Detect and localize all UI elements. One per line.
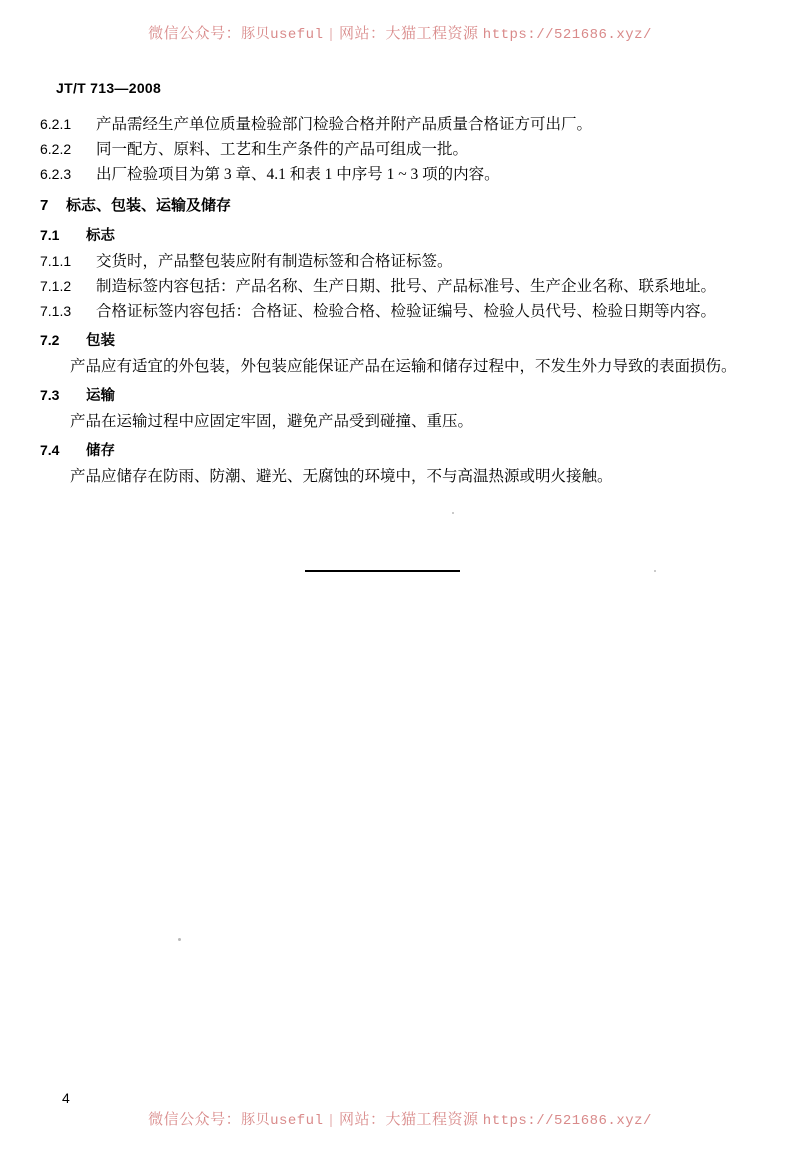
clause-7-1-3 [40,299,760,324]
clause-6-2-1 [40,112,760,137]
subsection-title: 储存 [86,443,115,459]
section-number: 7 [40,197,49,214]
scan-speck [452,512,454,514]
watermark-top [0,22,800,43]
watermark-wechat-label: 微信公众号： [148,26,242,42]
watermark-bottom [0,1108,800,1129]
subsection-title: 运输 [86,388,115,404]
clause-text: 制造标签内容包括：产品名称、生产日期、批号、产品标准号、生产企业名称、联系地址。 [96,278,717,295]
watermark-separator: | [329,26,334,42]
subsection-title: 包装 [86,333,115,349]
subsection-heading-7-2 [40,327,760,354]
watermark-site-label: 网站： [339,1112,386,1128]
watermark-site-name: 大猫工程资源 [385,1112,479,1128]
subsection-heading-7-3 [40,382,760,409]
clause-text: 出厂检验项目为第 3 章、4.1 和表 1 中序号 1 ~ 3 项的内容。 [96,166,500,183]
clause-number: 6.2.2 [40,141,72,157]
scan-speck [178,938,181,941]
clause-text: 同一配方、原料、工艺和生产条件的产品可组成一批。 [96,141,469,158]
page-number: 4 [62,1090,70,1106]
document-body [40,112,760,489]
end-of-document-rule [305,570,460,572]
paragraph-7-2: 产品应有适宜的外包装，外包装应能保证产品在运输和储存过程中，不发生外力导致的表面损伤。 [70,358,737,375]
watermark-separator: | [329,1112,334,1128]
watermark-wechat-label: 微信公众号： [148,1112,242,1128]
watermark-site-name: 大猫工程资源 [385,26,479,42]
clause-text: 产品需经生产单位质量检验部门检验合格并附产品质量合格证方可出厂。 [96,116,593,133]
watermark-account: 豚贝useful [241,27,324,43]
standard-number-header: JT/T 713—2008 [56,80,162,96]
clause-text: 合格证标签内容包括：合格证、检验合格、检验证编号、检验人员代号、检验日期等内容。 [96,303,717,320]
clause-number: 7.1.2 [40,278,72,294]
scan-speck [654,570,656,572]
watermark-url: https://521686.xyz/ [482,1113,652,1129]
clause-number: 7.1.1 [40,253,72,269]
watermark-account: 豚贝useful [241,1113,324,1129]
section-heading-7 [40,192,760,219]
paragraph-7-4: 产品应储存在防雨、防潮、避光、无腐蚀的环境中，不与高温热源或明火接触。 [70,468,613,485]
clause-7-1-1 [40,249,760,274]
section-title: 标志、包装、运输及储存 [66,197,232,214]
clause-number: 6.2.1 [40,116,72,132]
subsection-number: 7.2 [40,332,60,348]
watermark-site-label: 网站： [339,26,386,42]
clause-text: 交货时，产品整包装应附有制造标签和合格证标签。 [96,253,453,270]
subsection-heading-7-1 [40,222,760,249]
subsection-number: 7.4 [40,442,60,458]
subsection-number: 7.1 [40,227,60,243]
clause-number: 6.2.3 [40,166,72,182]
paragraph-7-3: 产品在运输过程中应固定牢固，避免产品受到碰撞、重压。 [70,413,474,430]
subsection-number: 7.3 [40,387,60,403]
clause-7-1-2 [40,274,760,299]
subsection-title: 标志 [86,228,115,244]
subsection-heading-7-4 [40,437,760,464]
clause-number: 7.1.3 [40,303,72,319]
watermark-url: https://521686.xyz/ [482,27,652,43]
clause-6-2-2 [40,137,760,162]
clause-6-2-3 [40,162,760,187]
